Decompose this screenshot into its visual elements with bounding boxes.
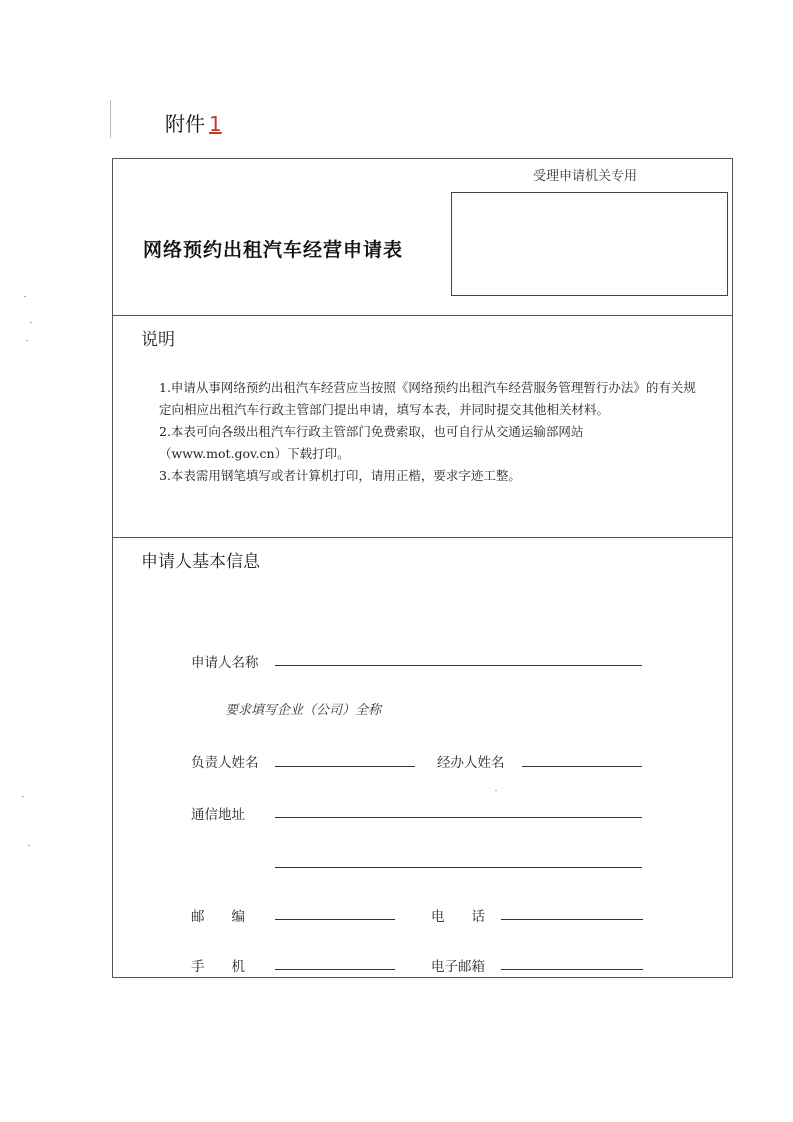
- scan-speck: [28, 845, 30, 846]
- attachment-number: 1: [209, 112, 222, 136]
- application-form: [112, 158, 733, 978]
- phone-label: 电 话: [431, 909, 485, 925]
- mobile-label: 手 机: [191, 959, 245, 975]
- attachment-heading: [165, 108, 222, 137]
- applicant-name-field[interactable]: [275, 665, 642, 666]
- postcode-label: 邮 编: [191, 909, 245, 925]
- attachment-label: 附件: [165, 112, 205, 136]
- address-label: 通信地址: [191, 807, 245, 823]
- office-use-box: [451, 192, 728, 296]
- office-use-label: 受理申请机关专用: [533, 169, 638, 184]
- scan-speck: [30, 322, 32, 323]
- legal-rep-field[interactable]: [275, 766, 415, 767]
- agent-label: 经办人姓名: [437, 755, 505, 771]
- form-title: 网络预约出租汽车经营申请表: [143, 239, 404, 261]
- address-field-line-2[interactable]: [275, 867, 642, 868]
- instruction-item: 1.申请从事网络预约出租汽车经营应当按照《网络预约出租汽车经营服务管理暂行办法》的有关规定向相应出租汽车行政主管部门提出申请，填写本表，并同时提交其他相关材料。: [159, 380, 696, 417]
- phone-field[interactable]: [501, 919, 643, 920]
- scan-speck: [24, 296, 26, 297]
- email-field[interactable]: [501, 969, 643, 970]
- applicant-name-hint: 要求填写企业（公司）全称: [225, 703, 382, 718]
- scan-speck: [22, 796, 24, 797]
- agent-field[interactable]: [522, 766, 642, 767]
- divider-instructions: [113, 537, 732, 538]
- instructions-list: [159, 377, 699, 487]
- instruction-item: 3.本表需用钢笔填写或者计算机打印，请用正楷，要求字迹工整。: [159, 468, 521, 483]
- instructions-heading: 说明: [141, 330, 175, 350]
- instruction-item: 2.本表可向各级出租汽车行政主管部门免费索取，也可自行从交通运输部网站（www.mot.gov.cn）下载打印。: [159, 424, 584, 461]
- scan-speck: [495, 790, 497, 791]
- margin-rule: [110, 100, 111, 138]
- email-label: 电子邮箱: [431, 959, 485, 975]
- divider-title: [113, 315, 732, 316]
- applicant-name-label: 申请人名称: [191, 655, 259, 671]
- postcode-field[interactable]: [275, 919, 395, 920]
- mobile-field[interactable]: [275, 969, 395, 970]
- applicant-heading: 申请人基本信息: [141, 552, 260, 572]
- address-field-line-1[interactable]: [275, 817, 642, 818]
- scan-speck: [26, 340, 28, 341]
- legal-rep-label: 负责人姓名: [191, 755, 259, 771]
